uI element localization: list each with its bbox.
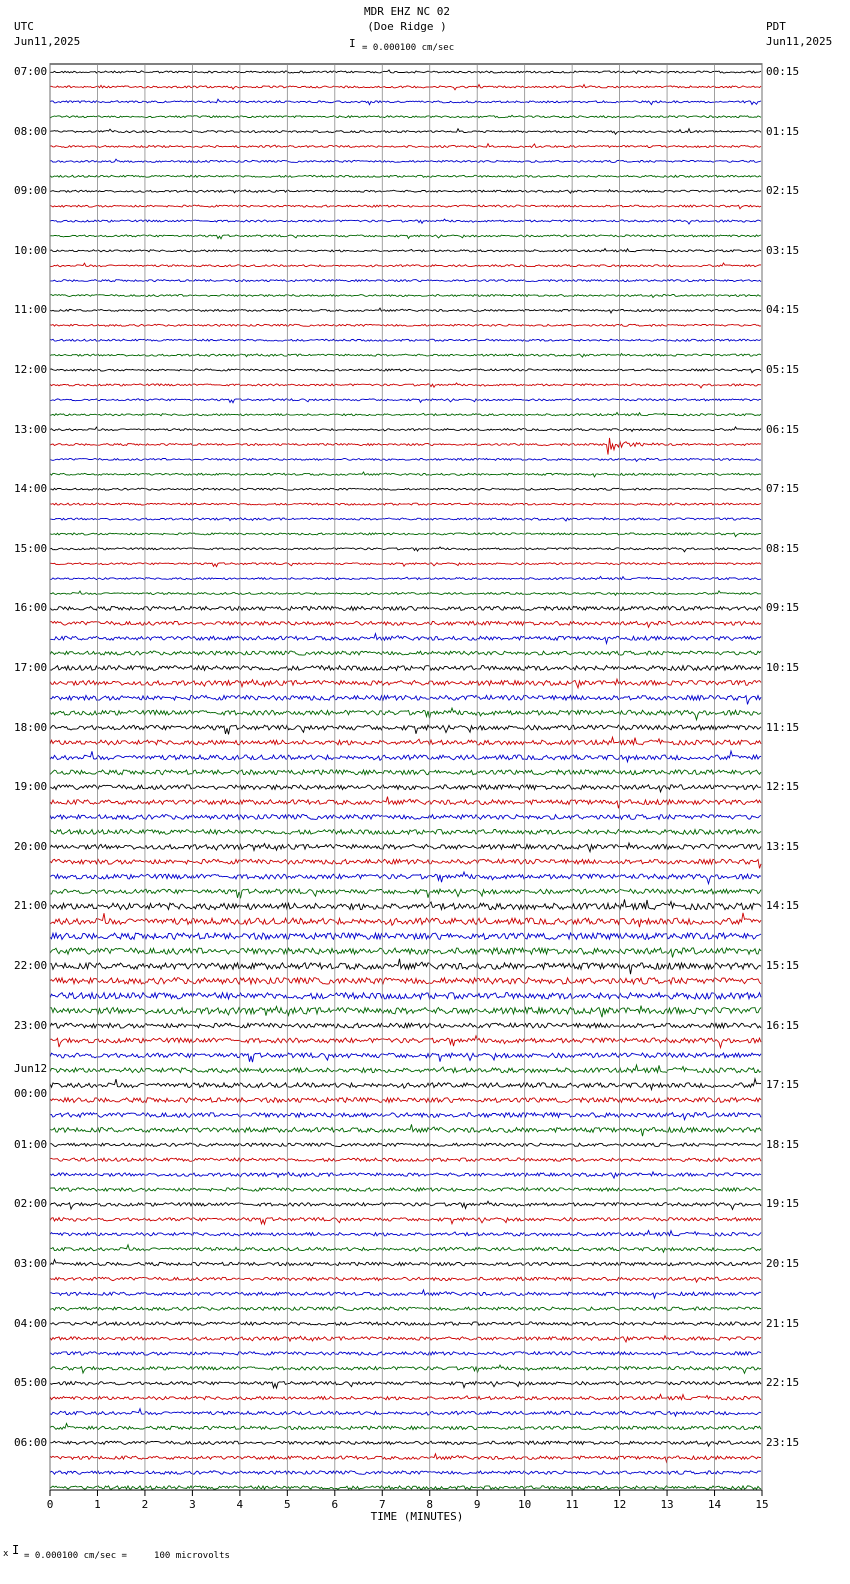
pdt-label: 10:15: [766, 661, 800, 674]
seismic-trace: [50, 339, 761, 341]
seismic-trace: [50, 1098, 761, 1103]
seismic-trace: [50, 99, 761, 105]
seismic-trace: [50, 576, 761, 579]
right-date: Jun11,2025: [766, 35, 833, 48]
seismic-trace: [50, 695, 761, 704]
x-tick-label: 14: [707, 1498, 722, 1511]
seismic-trace: [50, 324, 761, 326]
seismic-trace: [50, 1143, 761, 1146]
utc-label: 09:00: [14, 184, 48, 198]
x-tick-label: 12: [612, 1498, 627, 1511]
seismic-trace: [50, 1079, 761, 1090]
utc-label: 13:00: [14, 422, 48, 436]
seismic-trace: [50, 1423, 761, 1429]
seismic-trace: [50, 1201, 761, 1209]
seismic-trace: [50, 70, 761, 73]
pdt-label: 06:15: [766, 422, 800, 436]
seismic-trace: [50, 1113, 761, 1120]
seismic-trace: [50, 1245, 761, 1252]
pdt-label: 15:15: [766, 959, 800, 972]
seismic-trace: [50, 263, 761, 268]
seismic-trace: [50, 413, 761, 416]
pdt-label: 11:15: [766, 720, 800, 734]
seismic-trace: [50, 606, 761, 610]
utc-label: 02:00: [14, 1197, 48, 1211]
seismic-trace: [50, 517, 761, 521]
utc-label: 06:00: [14, 1435, 48, 1449]
trace-group: [50, 70, 761, 1489]
grid-lines: [50, 64, 762, 1490]
x-tick-label: 9: [473, 1498, 481, 1511]
footer-scale-bar-icon: I: [12, 1543, 20, 1557]
pdt-label: 00:15: [766, 65, 800, 78]
seismic-trace: [50, 1053, 761, 1062]
seismic-trace: [50, 85, 761, 90]
seismic-trace: [50, 1454, 761, 1462]
pdt-label: 05:15: [766, 363, 800, 376]
pdt-label: 22:15: [766, 1376, 800, 1390]
seismic-trace: [50, 948, 761, 958]
utc-label: 08:00: [14, 124, 48, 138]
seismic-trace: [50, 563, 761, 567]
seismic-trace: [50, 815, 761, 820]
seismic-trace: [50, 1409, 761, 1416]
seismic-trace: [50, 235, 761, 239]
seismic-trace: [50, 708, 761, 720]
right-timezone: PDT: [766, 20, 786, 33]
seismic-trace: [50, 1188, 761, 1191]
x-axis-label: TIME (MINUTES): [370, 1510, 464, 1523]
utc-label: 15:00: [14, 541, 48, 555]
seismic-trace: [50, 533, 761, 537]
seismic-trace: [50, 1471, 761, 1474]
seismic-trace: [50, 751, 761, 762]
pdt-label: 09:15: [766, 601, 800, 615]
left-timezone: UTC: [14, 20, 34, 33]
pdt-label: 18:15: [766, 1137, 800, 1151]
utc-label: 18:00: [14, 720, 48, 734]
x-tick-label: 4: [236, 1498, 244, 1511]
seismic-trace: [50, 978, 761, 984]
pdt-label: 14:15: [766, 899, 800, 913]
seismic-trace: [50, 427, 761, 432]
seismic-trace: [50, 933, 761, 939]
pdt-label: 12:15: [766, 780, 800, 794]
x-tick-label: 10: [518, 1498, 532, 1511]
utc-label: 22:00: [14, 959, 48, 972]
seismic-trace: [50, 129, 761, 135]
seismic-trace: [50, 159, 761, 162]
x-axis-ticks: [50, 1490, 762, 1496]
left-date: Jun11,2025: [14, 35, 81, 48]
seismic-trace: [50, 547, 761, 552]
station-title: MDR EHZ NC 02: [363, 5, 451, 18]
seismic-trace: [50, 1124, 761, 1136]
seismic-trace: [50, 1486, 761, 1489]
seismic-trace: [50, 175, 761, 177]
seismic-trace: [50, 1065, 761, 1073]
pdt-label: 08:15: [766, 541, 800, 555]
footer-scale-icon: x: [3, 1549, 9, 1559]
x-tick-label: 2: [141, 1498, 149, 1511]
seismic-trace: [50, 737, 761, 745]
seismic-trace: [50, 472, 761, 477]
seismic-trace: [50, 115, 761, 118]
pdt-label: 13:15: [766, 839, 800, 853]
seismic-trace: [50, 1172, 761, 1178]
scale-bar-icon: I: [349, 37, 356, 50]
seismic-trace: [50, 190, 761, 194]
utc-label: 21:00: [14, 899, 48, 913]
pdt-label: 02:15: [766, 184, 800, 198]
seismic-trace: [50, 1158, 761, 1161]
seismic-trace: [50, 280, 761, 282]
seismic-trace: [50, 295, 761, 298]
x-tick-label: 13: [660, 1498, 674, 1511]
seismic-trace: [50, 1023, 761, 1028]
pdt-label: 04:15: [766, 303, 800, 317]
seismic-trace: [50, 785, 761, 792]
utc-label: 17:00: [14, 661, 48, 674]
x-tick-label: 3: [189, 1498, 196, 1511]
pdt-label: 03:15: [766, 243, 800, 257]
seismic-trace: [50, 889, 761, 898]
seismic-trace: [50, 1218, 761, 1225]
seismic-trace: [50, 1336, 761, 1342]
x-tick-label: 11: [565, 1498, 579, 1511]
seismic-trace: [50, 308, 761, 313]
seismic-trace: [50, 679, 761, 688]
x-tick-label: 6: [331, 1498, 339, 1511]
seismic-trace: [50, 1307, 761, 1310]
seismic-trace: [50, 770, 761, 775]
seismic-trace: [50, 1382, 761, 1389]
seismic-trace: [50, 369, 761, 373]
utc-label: 14:00: [14, 482, 48, 496]
seismic-trace: [50, 591, 761, 596]
seismic-trace: [50, 959, 761, 975]
seismic-trace: [50, 1290, 761, 1298]
seismic-trace: [50, 205, 761, 209]
seismic-trace: [50, 503, 761, 505]
pdt-label: 16:15: [766, 1018, 800, 1032]
utc-label: 16:00: [14, 601, 48, 615]
seismic-trace: [50, 859, 761, 868]
pdt-label: 01:15: [766, 124, 800, 138]
seismic-trace: [50, 1231, 761, 1236]
seismic-trace: [50, 458, 761, 461]
seismic-trace: [50, 830, 761, 835]
seismic-trace: [50, 354, 761, 358]
pdt-label: 20:15: [766, 1257, 800, 1270]
seismic-trace: [50, 899, 761, 909]
x-tick-label: 15: [755, 1498, 769, 1511]
utc-label: 00:00: [14, 1087, 48, 1101]
utc-label: 07:00: [14, 65, 48, 78]
seismic-trace: [50, 993, 761, 999]
x-tick-label: 1: [94, 1498, 101, 1511]
utc-label: 23:00: [14, 1018, 48, 1032]
seismic-trace: [50, 634, 761, 644]
seismic-trace: [50, 1277, 761, 1282]
utc-label: 05:00: [14, 1376, 48, 1390]
seismic-trace: [50, 913, 761, 927]
seismic-trace: [50, 488, 761, 490]
utc-label: 19:00: [14, 780, 48, 794]
plot-frame: [50, 64, 762, 1490]
seismic-trace: [50, 1260, 761, 1266]
scale-label: = 0.000100 cm/sec: [362, 43, 455, 53]
pdt-label: 17:15: [766, 1078, 800, 1092]
seismic-trace: [50, 144, 761, 148]
pdt-label: 21:15: [766, 1316, 800, 1330]
footer-scale-note: = 0.000100 cm/sec = 100 microvolts: [24, 1551, 230, 1561]
seismic-trace: [50, 651, 761, 655]
seismic-trace: [50, 399, 761, 403]
x-tick-label: 0: [46, 1498, 54, 1511]
seismic-trace: [50, 383, 761, 388]
date-change-label: Jun12: [14, 1062, 48, 1075]
seismic-trace: [50, 621, 761, 627]
utc-label: 03:00: [14, 1257, 48, 1270]
pdt-label: 19:15: [766, 1197, 800, 1211]
seismic-trace: [50, 1352, 761, 1355]
pdt-label: 07:15: [766, 482, 800, 496]
seismic-trace: [50, 872, 761, 884]
x-tick-label: 8: [426, 1498, 434, 1511]
utc-label: 12:00: [14, 363, 48, 376]
x-tick-label: 7: [378, 1498, 386, 1511]
utc-label: 10:00: [14, 243, 48, 257]
seismic-trace: [50, 1006, 761, 1018]
seismic-trace: [50, 249, 761, 252]
seismic-trace: [50, 725, 761, 734]
seismic-trace: [50, 1441, 761, 1446]
utc-label: 04:00: [14, 1316, 48, 1330]
seismic-trace: [50, 1036, 761, 1048]
seismic-trace: [50, 1365, 761, 1373]
seismic-trace: [50, 843, 761, 852]
utc-label: 11:00: [14, 303, 48, 317]
utc-label: 01:00: [14, 1137, 48, 1151]
station-location: (Doe Ridge ): [367, 20, 447, 33]
seismic-trace: [50, 1322, 761, 1325]
seismic-trace: [50, 1394, 761, 1399]
seismic-trace: [50, 797, 761, 809]
seismic-trace: [50, 438, 761, 455]
x-tick-label: 5: [284, 1498, 291, 1511]
seismic-trace: [50, 666, 761, 671]
seismic-trace: [50, 219, 761, 224]
pdt-label: 23:15: [766, 1435, 800, 1449]
utc-label: 20:00: [14, 839, 48, 853]
